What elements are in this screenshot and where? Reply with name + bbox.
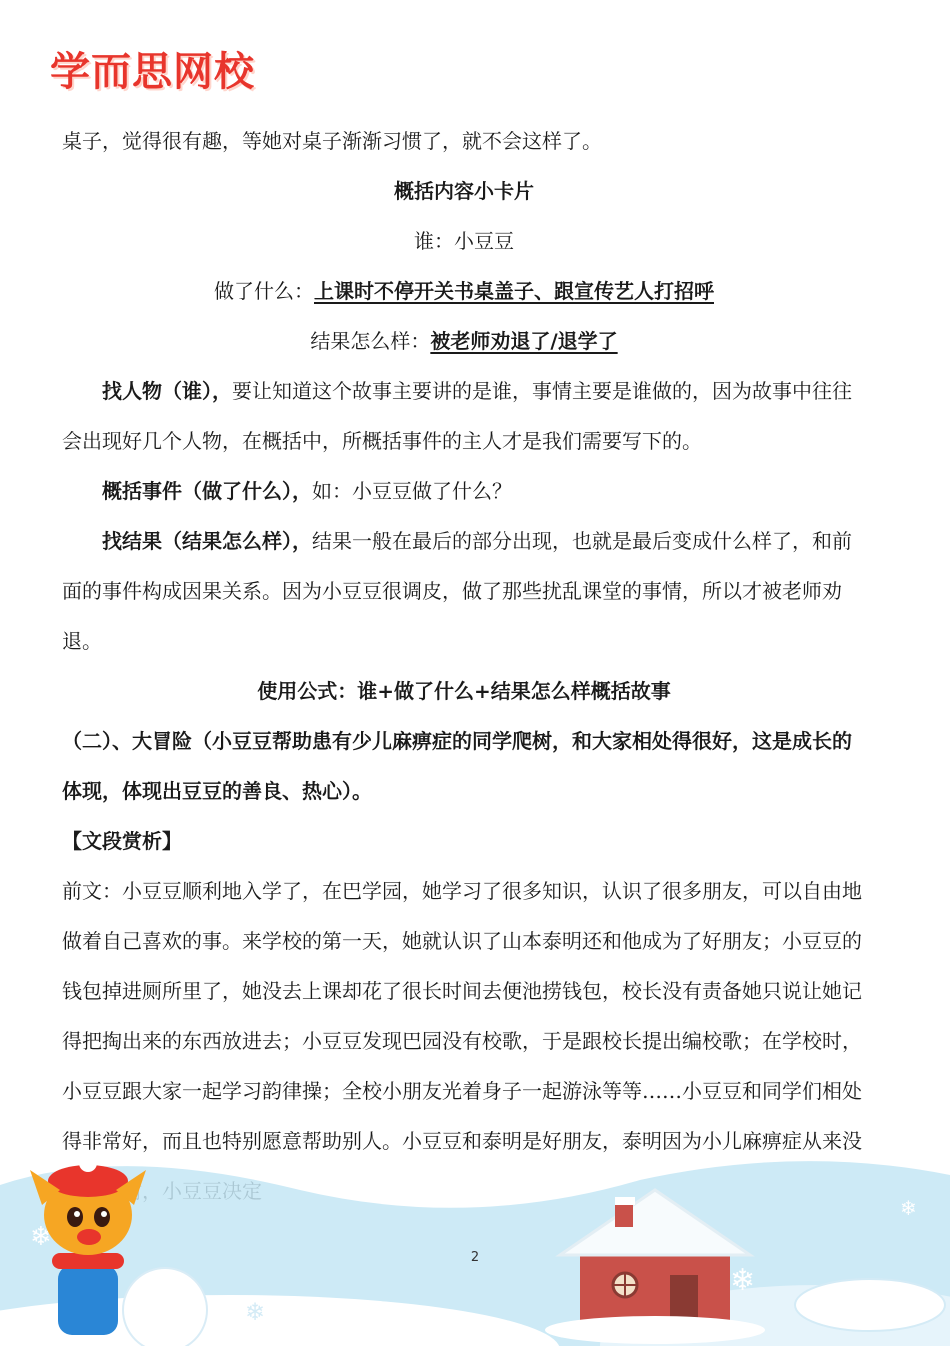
paragraph-foreword: 前文：小豆豆顺利地入学了，在巴学园，她学习了很多知识，认识了很多朋友，可以自由地做着自己喜欢的事。来学校的第一天，她就认识了山本泰明还和他成为了好朋友；小豆豆的钱包掉进厕所里了，她没去上课却花了很长时间去便池捞钱包，校长没有责备她只说让她记得把掏出来的东西放进去；小豆豆发现巴园没有校歌，于是跟校长提出编校歌；在学校时，小豆豆跟大家一起学习韵律操；全校小朋友光着身子一起游泳等等……小豆豆和同学们相处得非常好，而且也特别愿意帮助别人。小豆豆和泰明是好朋友，泰明因为小儿麻痹症从来没 [62, 879, 862, 1153]
snowflake-icon: ❄ [245, 1298, 266, 1326]
result-value: 被老师劝退了/退学了 [430, 329, 618, 353]
find-result-text: 结果一般在最后的部分出现，也就是最后变成什么样了，和前面的事件构成因果关系。因为小豆豆很调皮，做了那些扰乱课堂的事情，所以才被老师劝退。 [62, 529, 852, 653]
snowflake-icon: ❄ [30, 1222, 52, 1252]
page-number: 2 [470, 1250, 480, 1265]
paragraph-continued: 桌子，觉得很有趣，等她对桌子渐渐习惯了，就不会这样了。 [62, 129, 602, 153]
section-heading-2: （二）、大冒险（小豆豆帮助患有少儿麻痹症的同学爬树，和大家相处得很好，这是成长的体现，体现出豆豆的善良、热心）。 [62, 729, 852, 803]
card-result [62, 316, 866, 366]
document-body [62, 116, 866, 1216]
ice-rock [795, 1279, 945, 1331]
formula-line: 使用公式：谁+做了什么+结果怎么样概括故事 [257, 679, 671, 703]
summarize-event-label: 概括事件（做了什么）， [102, 479, 312, 503]
snowflake-icon: ❄ [900, 1196, 917, 1220]
snowflake-icon: ❄ [730, 1263, 756, 1298]
summarize-event-text: 如：小豆豆做了什么？ [312, 479, 512, 503]
find-character-text: 要让知道这个故事主要讲的是谁，事情主要是谁做的，因为故事中往往会出现好几个人物，在概括中，所概括事件的主人才是我们需要写下的。 [62, 379, 852, 453]
find-character-label: 找人物（谁）， [102, 379, 232, 403]
card-title: 概括内容小卡片 [394, 179, 534, 203]
did-label: 做了什么： [214, 279, 314, 303]
who-value: 小豆豆 [454, 229, 514, 253]
who-label: 谁： [414, 229, 454, 253]
paragraph-summarize-event [62, 466, 866, 516]
logo: 学而思网校 [50, 49, 255, 95]
did-value: 上课时不停开关书桌盖子、跟宣传艺人打招呼 [314, 279, 714, 303]
card-who [62, 216, 866, 266]
winter-footer-illustration [0, 1145, 950, 1346]
card-did [62, 266, 866, 316]
analysis-heading: 【文段赏析】 [62, 829, 182, 853]
result-label: 结果怎么样： [310, 329, 431, 353]
find-result-label: 找结果（结果怎么样）， [102, 529, 312, 553]
paragraph-find-character [62, 366, 866, 466]
paragraph-find-result [62, 516, 866, 666]
